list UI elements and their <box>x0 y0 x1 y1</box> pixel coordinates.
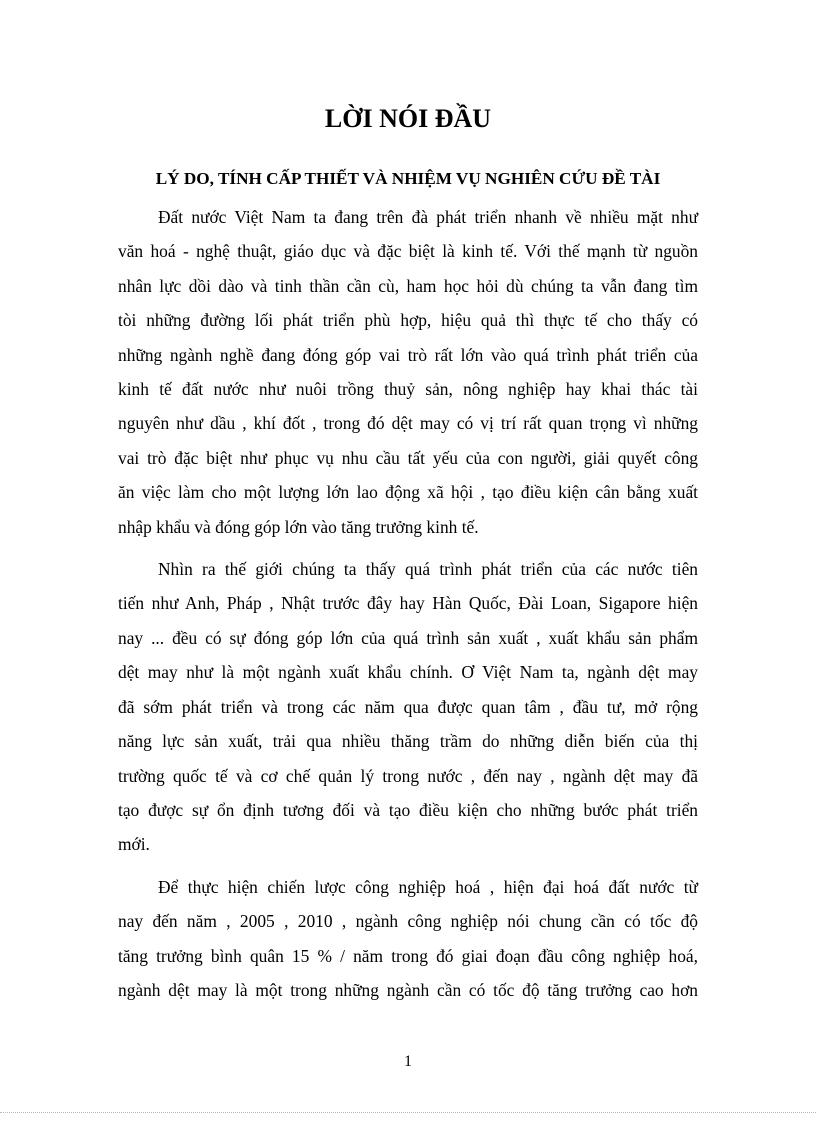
paragraph-line: đã sớm phát triển và trong các năm qua được quan tâm , đầu tư, mở rộng <box>118 696 698 717</box>
paragraph-line: nguyên như dầu , khí đốt , trong đó dệt may có vị trí rất quan trọng vì những <box>118 413 698 434</box>
paragraph-line: những ngành nghề đang đóng góp vai trò rất lớn vào quá trình phát triển của <box>118 344 698 365</box>
paragraph-line: kinh tế đất nước như nuôi trồng thuỷ sản, nông nghiệp hay khai thác tài <box>118 379 698 400</box>
paragraph-line: Đất nước Việt Nam ta đang trên đà phát triển nhanh về nhiều mặt như <box>158 207 698 227</box>
paragraph-line: trường quốc tế và cơ chế quản lý trong nước , đến nay , ngành dệt may đã <box>118 765 698 786</box>
paragraph-line: vai trò đặc biệt như phục vụ nhu cầu tất yếu của con người, giải quyết công <box>118 447 698 468</box>
section-heading: LÝ DO, TÍNH CẤP THIẾT VÀ NHIỆM VỤ NGHIÊN CỨU ĐỀ TÀI <box>155 169 661 188</box>
paragraph-line: Để thực hiện chiến lược công nghiệp hoá , hiện đại hoá đất nước từ <box>158 876 698 897</box>
paragraph-line: mới. <box>118 834 150 855</box>
paragraph-line: dệt may như là một ngành xuất khẩu chính. Ơ Việt Nam ta, ngành dệt may <box>118 662 698 683</box>
paragraph-3 <box>118 870 698 1008</box>
page-title: LỜI NÓI ĐẦU <box>324 104 492 133</box>
page-number: 1 <box>404 1053 412 1070</box>
paragraph-line: tiến như Anh, Pháp , Nhật trước đây hay Hàn Quốc, Đài Loan, Sigapore hiện <box>118 593 698 614</box>
paragraph-line: nhập khẩu và đóng góp lớn vào tăng trưởng kinh tế. <box>118 516 479 537</box>
paragraph-line: năng lực sản xuất, trải qua nhiều thăng trầm do những diễn biến của thị <box>118 731 698 752</box>
paragraph-1 <box>118 200 698 544</box>
paragraph-line: ăn việc làm cho một lượng lớn lao động xã hội , tạo điều kiện cân bằng xuất <box>118 482 698 503</box>
paragraph-line: nay ... đều có sự đóng góp lớn của quá trình sản xuất , xuất khẩu sản phẩm <box>118 627 698 648</box>
paragraph-line: tòi những đường lối phát triển phù hợp, hiệu quả thì thực tế cho thấy có <box>118 310 698 331</box>
paragraph-line: tăng trưởng bình quân 15 % / năm trong đó giai đoạn đầu công nghiệp hoá, <box>118 945 698 966</box>
paragraph-line: nhân lực dồi dào và tinh thần cần cù, ham học hỏi dù chúng ta vẫn đang tìm <box>118 275 698 296</box>
paragraph-2 <box>118 552 698 862</box>
paragraph-line: tạo được sự ổn định tương đối và tạo điều kiện cho những bước phát triển <box>118 799 698 820</box>
paragraph-line: Nhìn ra thế giới chúng ta thấy quá trình phát triển của các nước tiên <box>158 559 698 580</box>
paragraph-line: văn hoá - nghệ thuật, giáo dục và đặc biệt là kinh tế. Với thế mạnh từ nguồn <box>118 241 698 262</box>
page-bottom-divider <box>0 1112 816 1113</box>
paragraph-line: ngành dệt may là một trong những ngành cần có tốc độ tăng trưởng cao hơn <box>118 979 698 1000</box>
body-text <box>118 200 698 1007</box>
paragraph-line: nay đến năm , 2005 , 2010 , ngành công nghiệp nói chung cần có tốc độ <box>118 911 698 932</box>
